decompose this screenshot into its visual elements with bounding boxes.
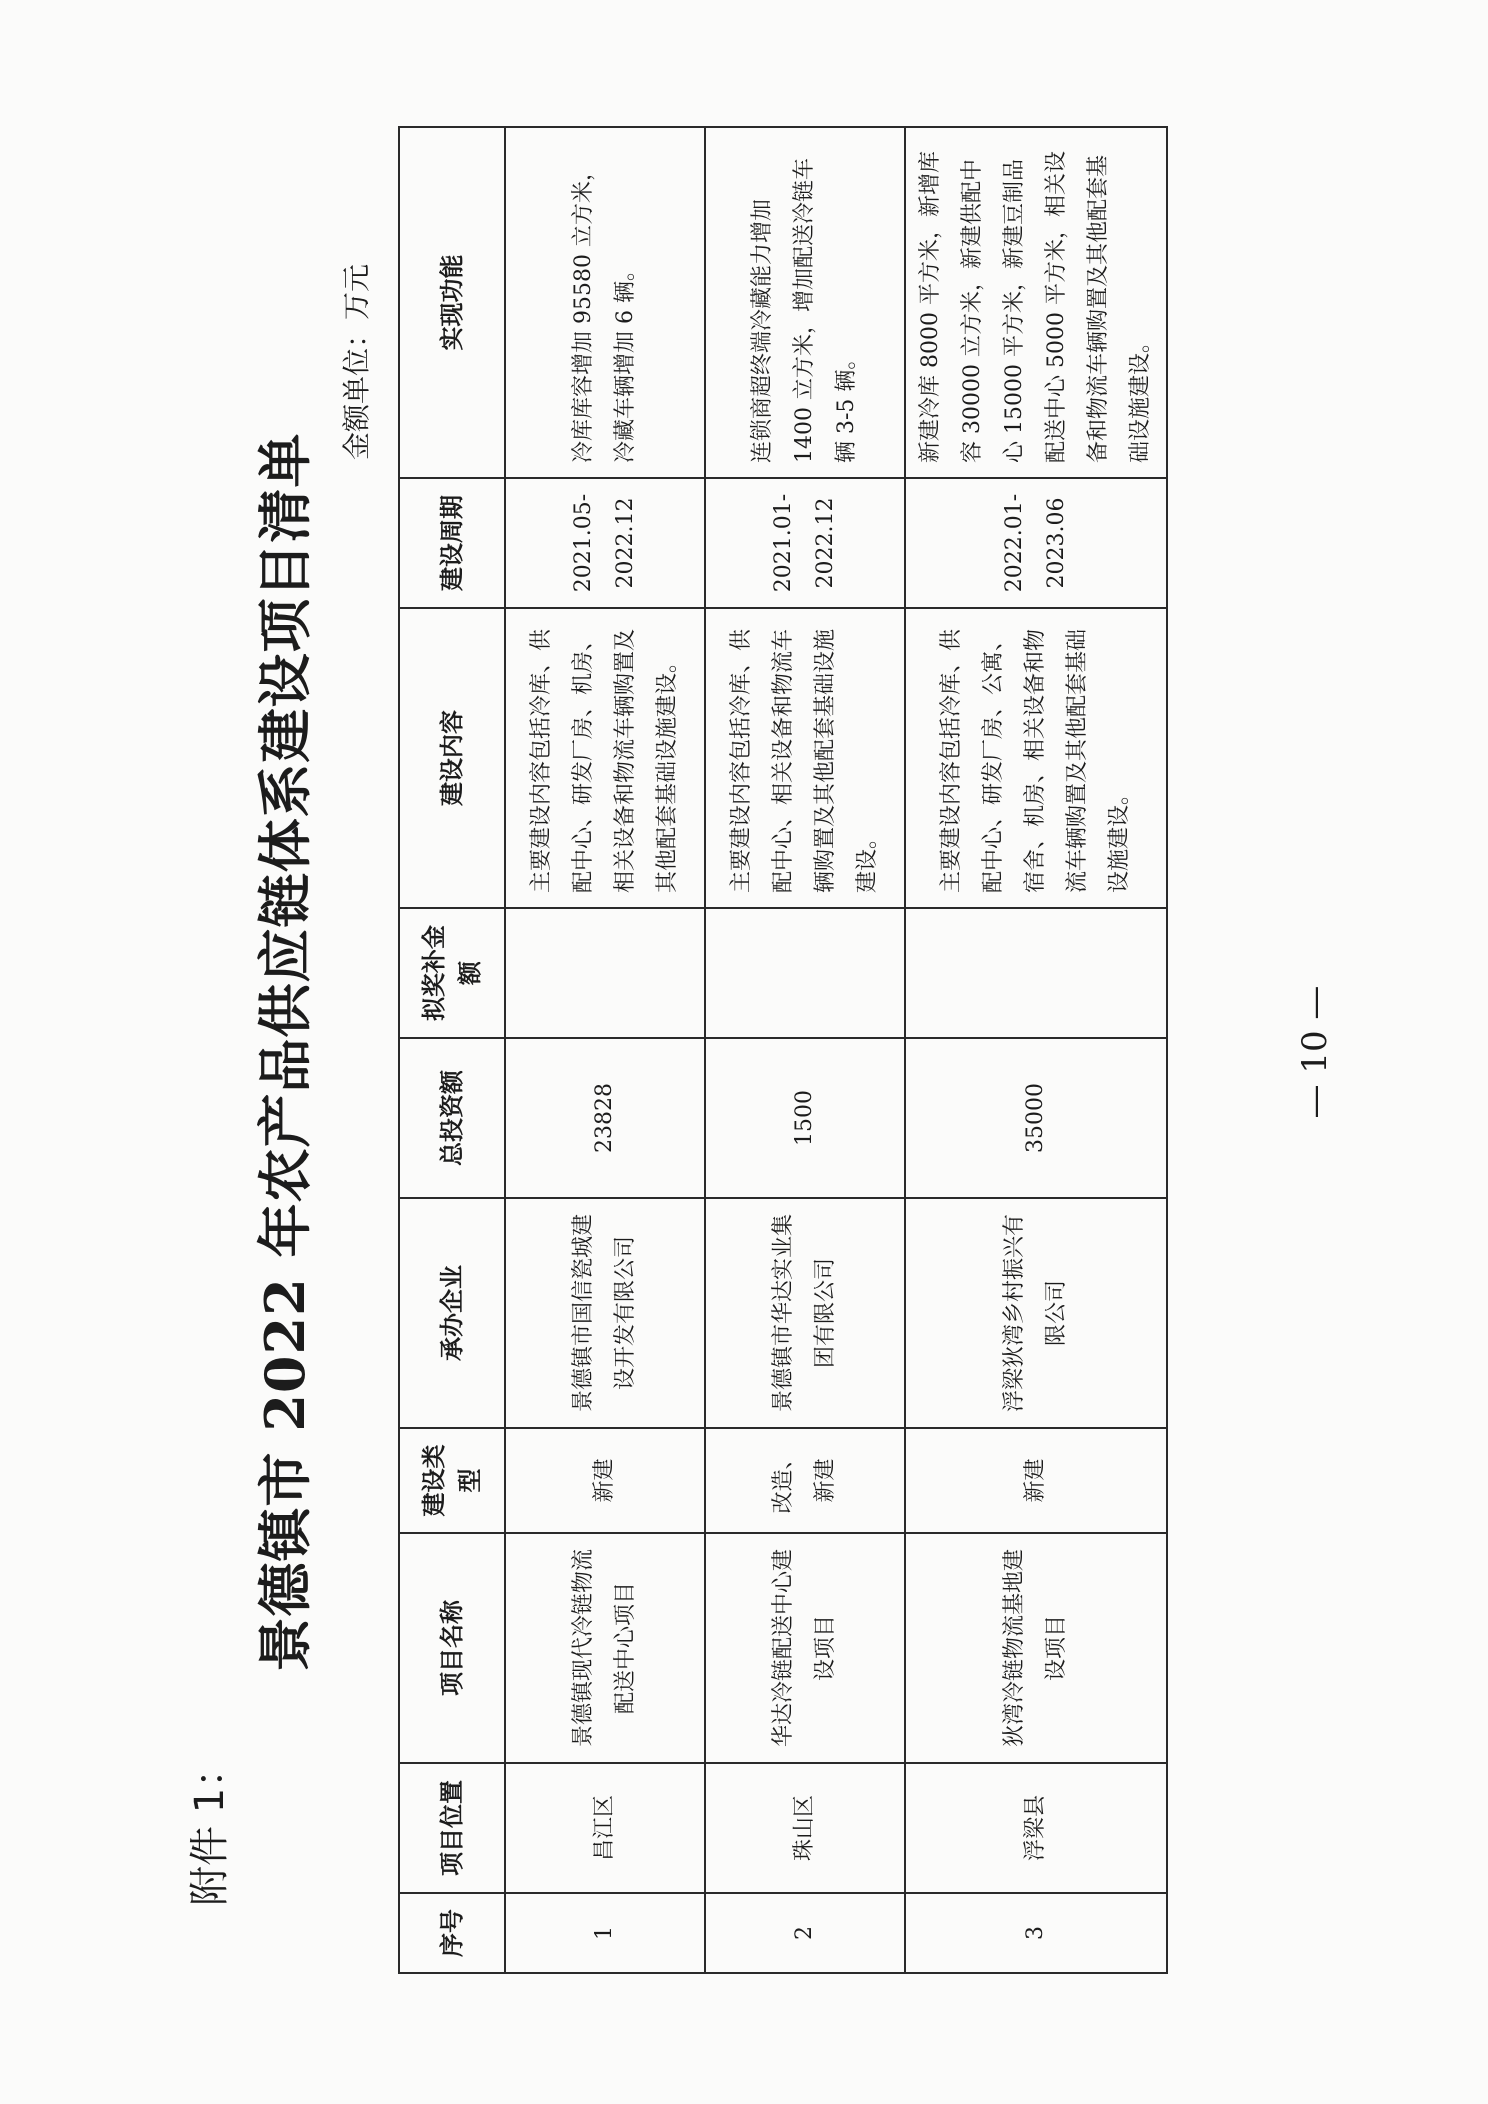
cell-name: 华达冷链配送中心建设项目 [705,1533,905,1763]
cell-company: 浮梁狄湾乡村振兴有限公司 [905,1198,1167,1428]
header-name: 项目名称 [399,1533,505,1763]
cell-name: 狄湾冷链物流基地建设项目 [905,1533,1167,1763]
table-row [705,127,905,1973]
cell-type: 新建 [905,1428,1167,1533]
table-header-row [399,127,505,1973]
cell-type: 新建 [505,1428,705,1533]
cell-content: 主要建设内容包括冷库、供配中心、相关设备和物流车辆购置及其他配套基础设施建设。 [705,608,905,908]
cell-investment: 23828 [505,1038,705,1198]
cell-location: 昌江区 [505,1763,705,1893]
page-number: — 10 — [1295,985,1335,1119]
cell-location: 珠山区 [705,1763,905,1893]
cell-company: 景德镇市国信瓷城建设开发有限公司 [505,1198,705,1428]
cell-period: 2022.01-2023.06 [905,478,1167,608]
document-title: 景德镇市 2022 年农产品供应链体系建设项目清单 [253,432,317,1672]
cell-seq: 1 [505,1893,705,1973]
cell-seq: 3 [905,1893,1167,1973]
header-investment: 总投资额 [399,1038,505,1198]
cell-seq: 2 [705,1893,905,1973]
header-function: 实现功能 [399,127,505,478]
cell-period: 2021.01-2022.12 [705,478,905,608]
header-company: 承办企业 [399,1198,505,1428]
cell-company: 景德镇市华达实业集团有限公司 [705,1198,905,1428]
cell-investment: 35000 [905,1038,1167,1198]
table-row [505,127,705,1973]
cell-subsidy [705,908,905,1038]
unit-note: 金额单位：万元 [340,264,373,461]
cell-type: 改造、新建 [705,1428,905,1533]
cell-subsidy [905,908,1167,1038]
header-seq: 序号 [399,1893,505,1973]
cell-function: 连锁商超终端冷藏能力增加 1400 立方米，增加配送冷链车辆 3-5 辆。 [705,127,905,478]
cell-subsidy [505,908,705,1038]
cell-function: 冷库库容增加 95580 立方米，冷藏车辆增加 6 辆。 [505,127,705,478]
cell-content: 主要建设内容包括冷库、供配中心、研发厂房、公寓、宿舍、机房、相关设备和物流车辆购置及其他配套基础设施建设。 [905,608,1167,908]
cell-name: 景德镇现代冷链物流配送中心项目 [505,1533,705,1763]
cell-investment: 1500 [705,1038,905,1198]
header-period: 建设周期 [399,478,505,608]
header-content: 建设内容 [399,608,505,908]
header-subsidy: 拟奖补金额 [399,908,505,1038]
attachment-label: 附件 1： [187,1747,233,1906]
cell-content: 主要建设内容包括冷库、供配中心、研发厂房、机房、相关设备和物流车辆购置及其他配套基础设施建设。 [505,608,705,908]
cell-function: 新建冷库 8000 平方米，新增库容 30000 立方米，新建供配中心 15000 平方米，新建豆制品配送中心 5000 平方米，相关设备和物流车辆购置及其他配套基础设施建设。 [905,127,1167,478]
cell-location: 浮梁县 [905,1763,1167,1893]
header-location: 项目位置 [399,1763,505,1893]
cell-period: 2021.05-2022.12 [505,478,705,608]
header-type: 建设类型 [399,1428,505,1533]
project-table [398,126,1168,1974]
table-row [905,127,1167,1973]
